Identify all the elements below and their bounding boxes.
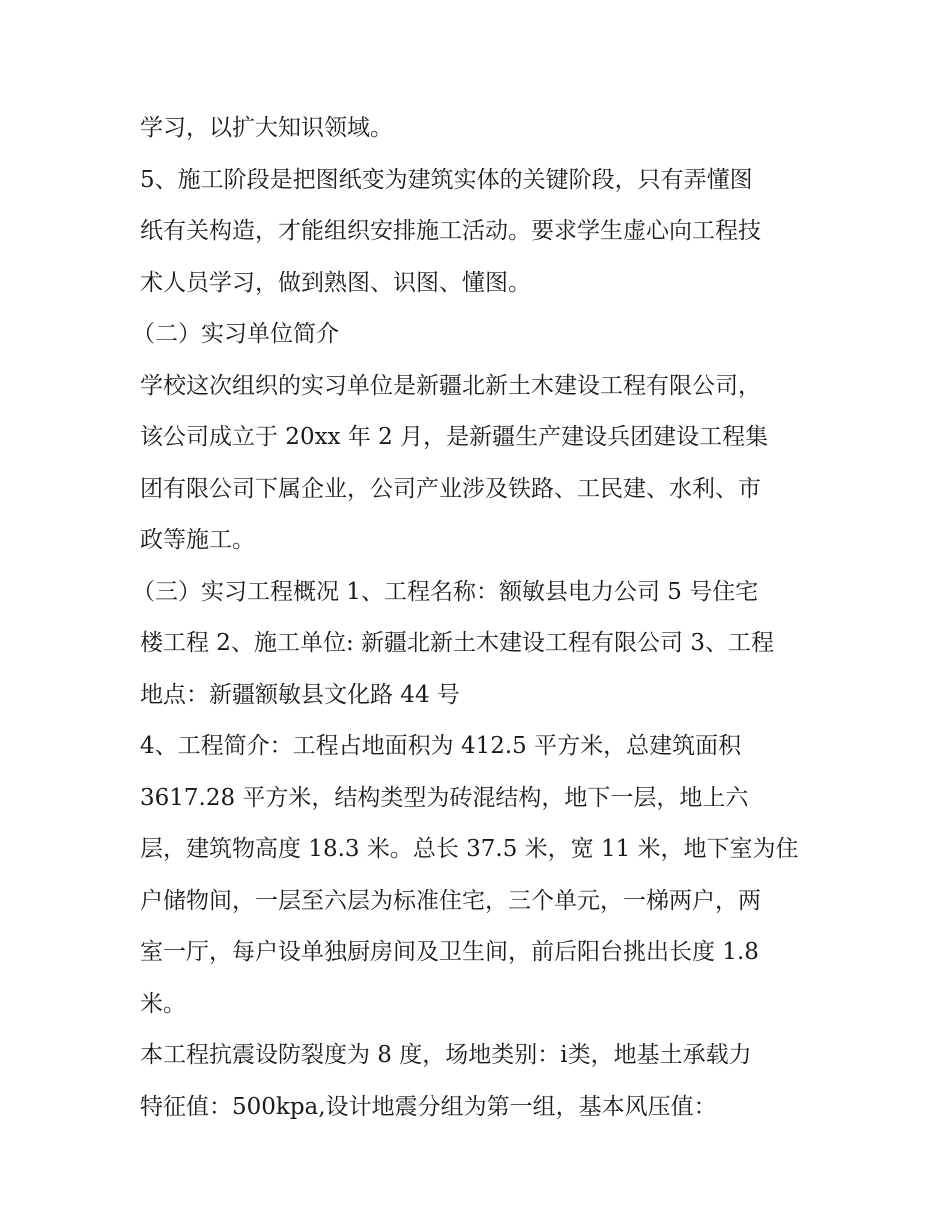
text-line: 楼工程 2、施工单位: 新疆北新土木建设工程有限公司 3、工程 (140, 630, 774, 656)
text-line: 政等施工。 (140, 527, 255, 553)
text-line: 4、工程简介：工程占地面积为 412.5 平方米，总建筑面积 (140, 733, 742, 759)
text-line: 特征值：500kpa,设计地震分组为第一组，基本风压值： (140, 1093, 717, 1120)
text-line: 地点：新疆额敏县文化路 44 号 (140, 681, 460, 708)
section-heading-project-overview: （三）实习工程概况 1、工程名称：额敏县电力公司 5 号住宅 (132, 578, 759, 605)
text-line: 5、施工阶段是把图纸变为建筑实体的关键阶段，只有弄懂图 (140, 166, 753, 193)
text-line: 纸有关构造，才能组织安排施工活动。要求学生虚心向工程技 (140, 218, 761, 244)
text-line: 术人员学习，做到熟图、识图、懂图。 (140, 269, 531, 296)
text-line: 3617.28 平方米，结构类型为砖混结构，地下一层，地上六 (140, 784, 749, 811)
text-line: 户储物间，一层至六层为标准住宅，三个单元，一梯两户，两 (140, 887, 761, 914)
text-line: 学习，以扩大知识领域。 (140, 115, 393, 141)
text-line: 室一厅，每户设单独厨房间及卫生间，前后阳台挑出长度 1.8 (140, 939, 759, 965)
text-line: 层，建筑物高度 18.3 米。总长 37.5 米，宽 11 米，地下室为住 (140, 836, 799, 862)
document-body (132, 103, 820, 1133)
text-line: 米。 (140, 990, 186, 1017)
text-line: 团有限公司下属企业，公司产业涉及铁路、工民建、水利、市 (140, 475, 761, 502)
text-line: 该公司成立于 20xx 年 2 月，是新疆生产建设兵团建设工程集 (140, 424, 769, 450)
section-heading-unit-intro: （二）实习单位简介 (132, 321, 339, 347)
text-line: 学校这次组织的实习单位是新疆北新土木建设工程有限公司， (140, 372, 761, 399)
text-line: 本工程抗震设防裂度为 8 度，场地类别：ⅰ类，地基土承载力 (140, 1042, 752, 1068)
